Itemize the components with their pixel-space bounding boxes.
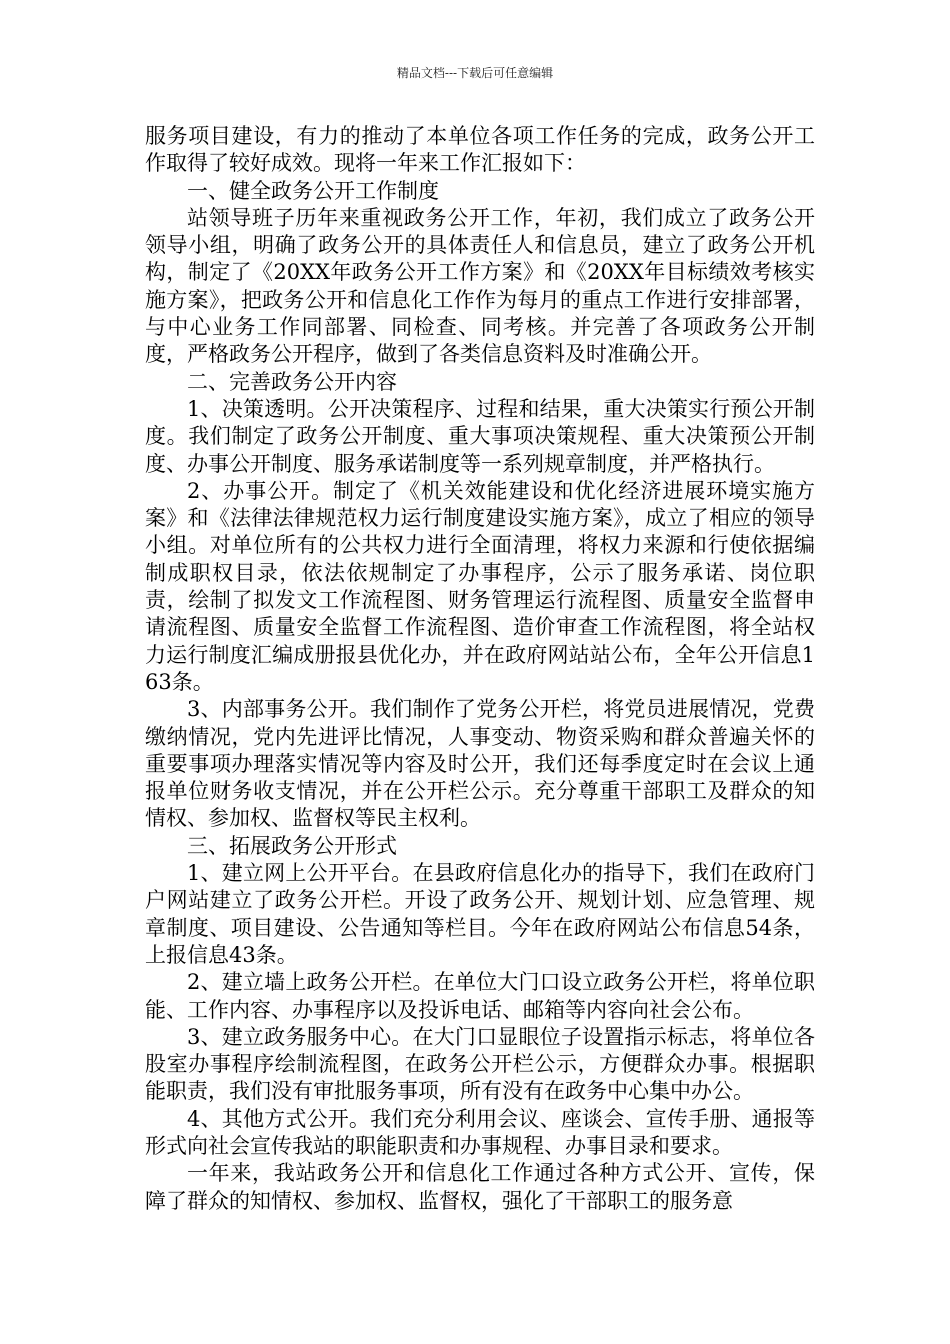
paragraph: 一、健全政务公开工作制度 [187,178,439,203]
paragraph: 2、建立墙上政务公开栏。在单位大门口设立政务公开栏，将单位职能、工作内容、办事程序以及投诉电话、邮箱等内容向社会公布。 [145,970,815,1022]
paragraph: 4、其他方式公开。我们充分利用会议、座谈会、宣传手册、通报等形式向社会宣传我站的职能职责和办事规程、办事目录和要求。 [145,1106,815,1158]
paragraph: 1、决策透明。公开决策程序、过程和结果，重大决策实行预公开制度。我们制定了政务公开制度、重大事项决策规程、重大决策预公开制度、办事公开制度、服务承诺制度等一系列规章制度，并严格执行。 [145,396,815,476]
paragraph: 3、内部事务公开。我们制作了党务公开栏，将党员进展情况，党费缴纳情况，党内先进评比情况，人事变动、物资采购和群众普遍关怀的重要事项办理落实情况等内容及时公开，我们还每季度定时在会议上通报单位财务收支情况，并在公开栏公示。充分尊重干部职工及群众的知情权、参加权、监督权等民主权利。 [145,697,815,831]
paragraph: 一年来，我站政务公开和信息化工作通过各种方式公开、宣传，保障了群众的知情权、参加权、监督权，强化了干部职工的服务意 [145,1161,815,1213]
paragraph: 1、建立网上公开平台。在县政府信息化办的指导下，我们在政府门户网站建立了政务公开栏。开设了政务公开、规划计划、应急管理、规章制度、项目建设、公告通知等栏目。今年在政府网站公布信息54条，上报信息43条。 [145,861,815,967]
paragraph: 服务项目建设，有力的推动了本单位各项工作任务的完成，政务公开工作取得了较好成效。现将一年来工作汇报如下： [145,124,815,176]
paragraph: 站领导班子历年来重视政务公开工作，年初，我们成立了政务公开领导小组，明确了政务公开的具体责任人和信息员，建立了政务公开机构，制定了《20XX年政务公开工作方案》和《20XX年目标绩效考核实施方案》，把政务公开和信息化工作作为每月的重点工作进行安排部署，与中心业务工作同部署、同检查、同考核。并完善了各项政务公开制度，严格政务公开程序，做到了各类信息资料及时准确公开。 [145,205,815,367]
paragraph: 2、办事公开。制定了《机关效能建设和优化经济进展环境实施方案》和《法律法律规范权力运行制度建设实施方案》，成立了相应的领导小组。对单位所有的公共权力进行全面清理，将权力来源和行使依据编制成职权目录，依法依规制定了办事程序，公示了服务承诺、岗位职责，绘制了拟发文工作流程图、财务管理运行流程图、质量安全监督申请流程图、质量安全监督工作流程图、造价审查工作流程图，将全站权力运行制度汇编成册报县优化办，并在政府网站站公布，全年公开信息163条。 [145,478,815,694]
paragraph: 二、完善政务公开内容 [187,369,397,394]
page-header: 精品文档---下载后可任意编辑 [396,66,554,80]
document-body [145,123,815,1215]
paragraph: 三、拓展政务公开形式 [187,833,397,858]
paragraph: 3、建立政务服务中心。在大门口显眼位子设置指示标志，将单位各股室办事程序绘制流程图，在政务公开栏公示，方便群众办事。根据职能职责，我们没有审批服务事项，所有没有在政务中心集中办公。 [145,1024,815,1104]
